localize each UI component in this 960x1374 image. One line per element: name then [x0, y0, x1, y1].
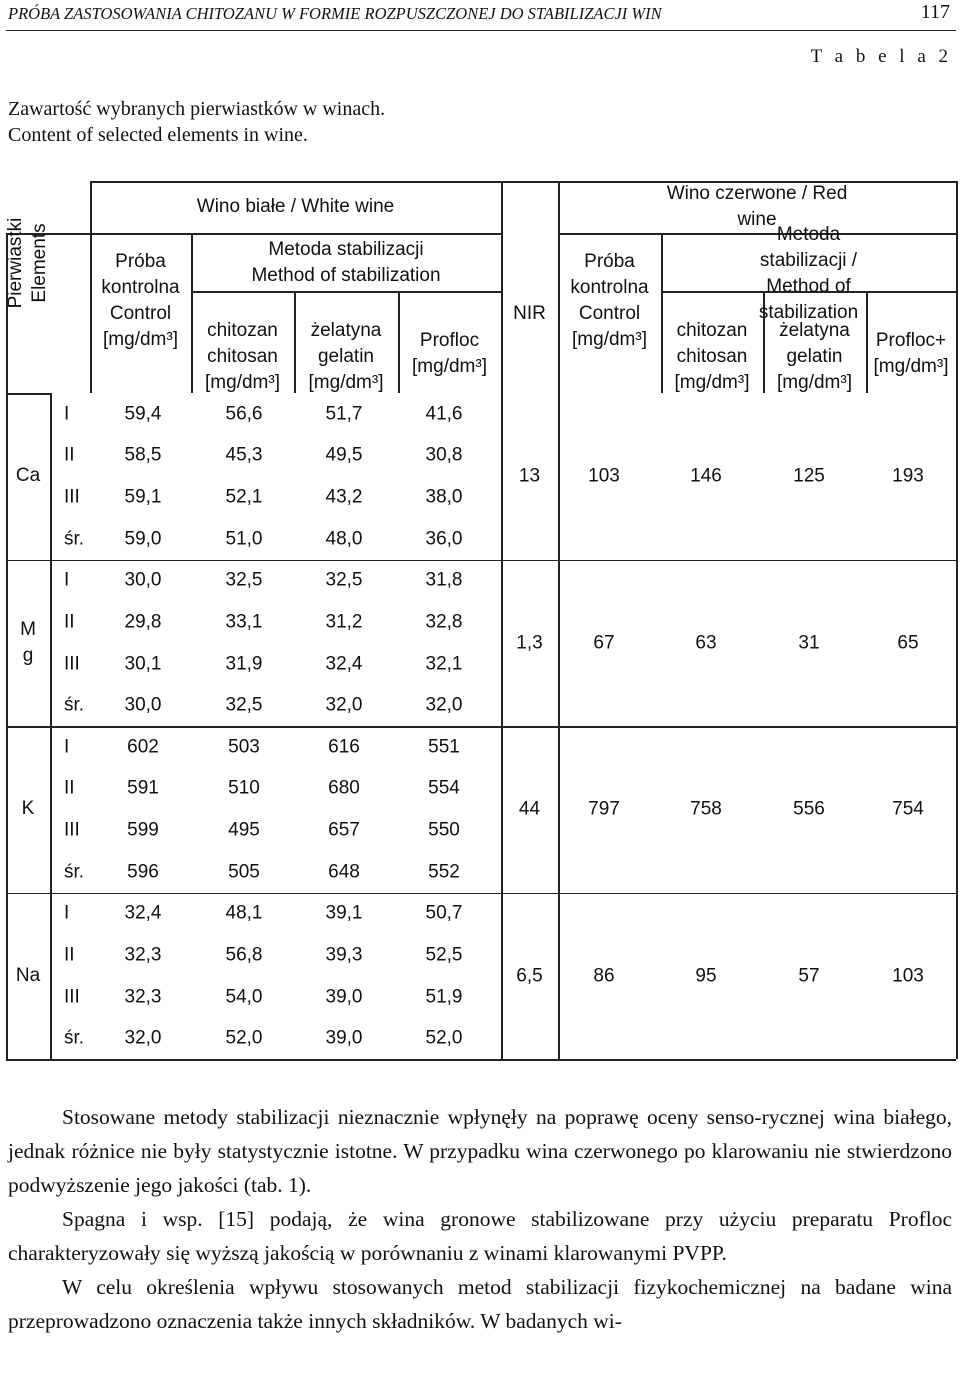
white-gelatin-value: 648	[328, 861, 360, 883]
nir-value: 44	[518, 798, 541, 820]
white-profloc-value: 36,0	[425, 528, 463, 550]
white-chitozan-value: 56,6	[225, 403, 263, 425]
white-gelatin-value: 39,3	[325, 944, 363, 966]
white-control-value: 591	[127, 777, 159, 799]
elements-column-header: Pierwiastki Elements	[5, 217, 50, 309]
replicate-label: III	[64, 986, 80, 1008]
red-control-value: 103	[588, 465, 620, 487]
red-profloc-value: 193	[892, 465, 924, 487]
white-gelatin-value: 49,5	[325, 444, 363, 466]
table-rule	[558, 181, 560, 1059]
red-chitozan-header: chitozan chitosan [mg/dm³]	[674, 320, 750, 393]
white-profloc-value: 51,9	[425, 986, 463, 1008]
white-control-value: 30,0	[124, 569, 162, 591]
red-control-value: 797	[588, 798, 620, 820]
white-profloc-value: 31,8	[425, 569, 463, 591]
page-number: 117	[920, 1, 950, 23]
white-control-value: 30,1	[124, 653, 162, 675]
white-chitozan-value: 48,1	[225, 902, 263, 924]
white-profloc-value: 32,0	[425, 694, 463, 716]
nir-value: 13	[518, 465, 541, 487]
white-chitozan-value: 495	[228, 819, 260, 841]
group-bottom-rule	[6, 726, 956, 728]
nir-header: NIR	[513, 303, 546, 324]
white-gelatin-value: 680	[328, 777, 360, 799]
white-profloc-value: 554	[428, 777, 460, 799]
white-profloc-value: 38,0	[425, 486, 463, 508]
paragraph-2: Spagna i wsp. [15] podają, że wina gronowe stabilizowane przy użyciu preparatu Profloc charakteryzowały się wyższą jakością w porównaniu z winami klarowanymi PVPP.	[8, 1207, 952, 1265]
white-gelatin-value: 39,0	[325, 1027, 363, 1049]
white-profloc-header: Profloc [mg/dm³]	[412, 330, 487, 377]
white-profloc-value: 32,1	[425, 653, 463, 675]
method-subheader-rule	[191, 291, 501, 293]
replicate-label: II	[64, 444, 75, 466]
replicate-label: śr.	[64, 861, 85, 883]
replicate-label: II	[64, 611, 75, 633]
white-control-value: 596	[127, 861, 159, 883]
white-control-value: 32,3	[124, 986, 162, 1008]
white-chitozan-header: chitozan chitosan [mg/dm³]	[205, 320, 280, 393]
table-rule	[6, 393, 50, 395]
white-chitozan-value: 51,0	[225, 528, 263, 550]
white-control-value: 32,3	[124, 944, 162, 966]
element-label: K	[21, 798, 35, 820]
white-profloc-value: 32,8	[425, 611, 463, 633]
red-chitozan-value: 95	[695, 965, 717, 987]
replicate-label: I	[64, 902, 70, 924]
running-header-title: PRÓBA ZASTOSOWANIA CHITOZANU W FORMIE ROZPUSZCZONEJ DO STABILIZACJI WIN	[8, 4, 662, 23]
white-gelatin-value: 32,0	[325, 694, 363, 716]
white-profloc-value: 50,7	[425, 902, 463, 924]
replicate-label: I	[64, 403, 70, 425]
red-gelatin-value: 125	[793, 465, 825, 487]
white-gelatin-value: 32,5	[325, 569, 363, 591]
replicate-label: II	[64, 944, 75, 966]
white-wine-header: Wino białe / White wine	[196, 196, 395, 217]
replicate-label: śr.	[64, 1027, 85, 1049]
white-control-value: 599	[127, 819, 159, 841]
nir-value: 6,5	[516, 965, 543, 987]
replicate-label: III	[64, 486, 80, 508]
white-control-value: 29,8	[124, 611, 162, 633]
white-profloc-value: 30,8	[425, 444, 463, 466]
element-label: Na	[15, 964, 41, 986]
table-rule	[398, 291, 400, 393]
white-profloc-value: 52,5	[425, 944, 463, 966]
replicate-label: I	[64, 569, 70, 591]
red-gelatin-header: żelatyna gelatin [mg/dm³]	[777, 320, 852, 393]
white-control-header: Próba kontrolna Control [mg/dm³]	[101, 251, 180, 350]
white-wine-header-rule	[90, 233, 501, 235]
white-chitozan-value: 505	[228, 861, 260, 883]
red-gelatin-value: 31	[798, 632, 820, 654]
red-control-value: 67	[593, 632, 615, 654]
white-gelatin-value: 32,4	[325, 653, 363, 675]
white-chitozan-value: 52,1	[225, 486, 263, 508]
header-rule	[6, 30, 956, 31]
red-chitozan-value: 758	[690, 798, 722, 820]
white-chitozan-value: 54,0	[225, 986, 263, 1008]
white-control-value: 59,1	[124, 486, 162, 508]
white-control-value: 602	[127, 736, 159, 758]
white-profloc-value: 41,6	[425, 403, 463, 425]
white-gelatin-value: 31,2	[325, 611, 363, 633]
red-chitozan-value: 63	[695, 632, 717, 654]
table-rule	[191, 233, 193, 393]
white-chitozan-value: 52,0	[225, 1027, 263, 1049]
red-gelatin-value: 556	[793, 798, 825, 820]
replicate-label: II	[64, 777, 75, 799]
white-chitozan-value: 56,8	[225, 944, 263, 966]
table-caption-en: Content of selected elements in wine.	[8, 124, 308, 146]
element-label: M g	[20, 618, 36, 666]
table-label: T a b e l a 2	[810, 46, 952, 67]
replicate-label: śr.	[64, 528, 85, 550]
white-chitozan-value: 31,9	[225, 653, 263, 675]
element-label: Ca	[15, 465, 41, 487]
red-method-header: Metoda stabilizacji / Method of stabilization	[758, 224, 859, 323]
red-profloc-value: 65	[897, 632, 919, 654]
elements-table	[6, 181, 956, 1058]
white-control-value: 59,0	[124, 528, 162, 550]
table-rule	[294, 291, 296, 393]
white-control-value: 59,4	[124, 403, 162, 425]
white-method-header: Metoda stabilizacji Method of stabilization	[251, 239, 441, 286]
table-rule	[6, 233, 8, 1059]
paragraph-3: W celu określenia wpływu stosowanych metod stabilizacji fizykochemicznej na badane wina przeprowadzono oznaczenia także innych składników. W badanych wi-	[8, 1275, 952, 1333]
white-gelatin-value: 657	[328, 819, 360, 841]
replicate-label: śr.	[64, 694, 85, 716]
white-gelatin-value: 51,7	[325, 403, 363, 425]
red-profloc-header: Profloc+ [mg/dm³]	[873, 330, 949, 377]
white-gelatin-value: 39,1	[325, 902, 363, 924]
white-gelatin-header: żelatyna gelatin [mg/dm³]	[308, 320, 384, 393]
white-chitozan-value: 503	[228, 736, 260, 758]
nir-value: 1,3	[516, 632, 543, 654]
white-gelatin-value: 43,2	[325, 486, 363, 508]
table-rule	[661, 233, 663, 393]
table-caption-pl: Zawartość wybranych pierwiastków w winach.	[8, 98, 386, 120]
red-wine-header: Wino czerwone / Red wine	[666, 183, 848, 230]
replicate-label: I	[64, 736, 70, 758]
white-chitozan-value: 45,3	[225, 444, 263, 466]
white-profloc-value: 552	[428, 861, 460, 883]
red-profloc-value: 754	[892, 798, 924, 820]
table-rule	[956, 181, 958, 1059]
red-profloc-value: 103	[892, 965, 924, 987]
white-profloc-value: 551	[428, 736, 460, 758]
red-control-value: 86	[593, 965, 615, 987]
white-control-value: 30,0	[124, 694, 162, 716]
group-bottom-rule	[6, 560, 956, 562]
red-gelatin-value: 57	[798, 965, 820, 987]
paragraph-1: Stosowane metody stabilizacji nieznacznie wpłynęły na poprawę oceny senso-rycznej wina białego, jednak różnice nie były statystycznie istotne. W przypadku wina czerwonego po klarowaniu nie stwierdzono podwyższenie jego jakości (tab. 1).	[8, 1105, 952, 1197]
white-profloc-value: 52,0	[425, 1027, 463, 1049]
group-bottom-rule	[6, 1059, 956, 1061]
white-chitozan-value: 32,5	[225, 694, 263, 716]
white-gelatin-value: 48,0	[325, 528, 363, 550]
white-chitozan-value: 32,5	[225, 569, 263, 591]
white-control-value: 58,5	[124, 444, 162, 466]
white-profloc-value: 550	[428, 819, 460, 841]
white-gelatin-value: 39,0	[325, 986, 363, 1008]
white-control-value: 32,0	[124, 1027, 162, 1049]
red-control-header: Próba kontrolna Control [mg/dm³]	[570, 251, 649, 350]
body-text	[8, 1100, 952, 1338]
group-bottom-rule	[6, 893, 956, 895]
red-chitozan-value: 146	[690, 465, 722, 487]
white-gelatin-value: 616	[328, 736, 360, 758]
white-chitozan-value: 510	[228, 777, 260, 799]
replicate-label: III	[64, 819, 80, 841]
white-control-value: 32,4	[124, 902, 162, 924]
table-rule	[90, 181, 92, 393]
table-rule	[501, 181, 503, 1059]
white-chitozan-value: 33,1	[225, 611, 263, 633]
replicate-label: III	[64, 653, 80, 675]
